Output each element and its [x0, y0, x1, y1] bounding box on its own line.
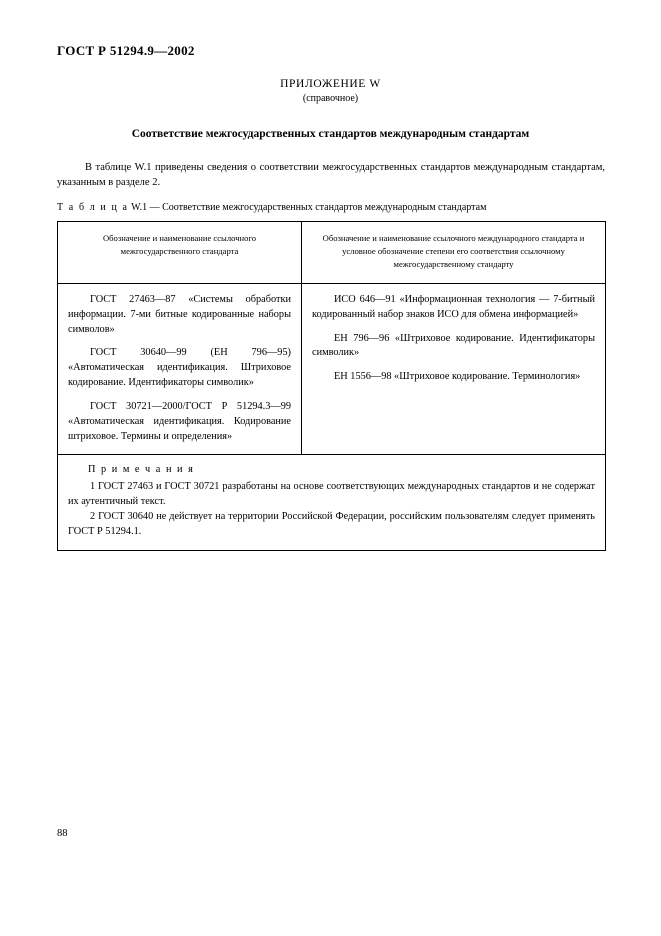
cell-paragraph: ГОСТ 30721—2000/ГОСТ Р 51294.3—99 «Автоматическая идентификация. Кодирование штриховое. Термины и определения» — [68, 401, 291, 443]
page-number: 88 — [57, 828, 68, 839]
table-caption-label: Т а б л и ц а — [57, 202, 129, 213]
cell-paragraph: ГОСТ 30640—99 (ЕН 796—95) «Автоматическая идентификация. Штриховое кодирование. Идентификаторы символик» — [68, 347, 291, 389]
table-caption-text: W.1 — Соответствие межгосударственных стандартов международным стандартам — [131, 202, 487, 213]
intro-paragraph: В таблице W.1 приведены сведения о соответствии межгосударственных стандартов международным стандартам, указанным в разделе 2. — [57, 162, 605, 189]
table-caption — [57, 202, 605, 213]
appendix-title: ПРИЛОЖЕНИЕ W — [280, 78, 381, 90]
document-standard-number: ГОСТ Р 51294.9—2002 — [57, 43, 195, 58]
table-row — [58, 283, 606, 454]
table-header-cell-right: Обозначение и наименование ссылочного международного стандарта и условное обозначение степени его соответствия ссылочному межгосударственному стандарту — [302, 222, 606, 284]
table-header-row — [58, 222, 606, 284]
table-cell-left-standards — [58, 283, 302, 454]
note-item: 2 ГОСТ 30640 не действует на территории Российской Федерации, российским пользователям следует применять ГОСТ Р 51294.1. — [68, 510, 595, 537]
cell-paragraph: ИСО 646—91 «Информационная технология — 7-битный кодированный набор знаков ИСО для обмена информацией» — [312, 293, 595, 320]
table-notes-row — [58, 454, 606, 550]
table-header-cell-left: Обозначение и наименование ссылочного межгосударственного стандарта — [58, 222, 302, 284]
cell-paragraph: ЕН 1556—98 «Штриховое кодирование. Терминология» — [334, 371, 581, 383]
cell-paragraph: ГОСТ 27463—87 «Системы обработки информации. 7-ми битные кодированные наборы символов» — [68, 293, 291, 335]
notes-title: П р и м е ч а н и я — [88, 463, 195, 475]
note-item: 1 ГОСТ 27463 и ГОСТ 30721 разработаны на основе соответствующих международных стандартов и не содержат их аутентичный текст. — [68, 480, 595, 507]
table-cell-right-standards — [302, 283, 606, 454]
cell-paragraph: ЕН 796—96 «Штриховое кодирование. Идентификаторы символик» — [312, 332, 595, 359]
correspondence-table — [57, 221, 606, 551]
table-notes-cell — [58, 454, 606, 550]
section-title: Соответствие межгосударственных стандартов международным стандартам — [131, 128, 530, 140]
appendix-subtitle: (справочное) — [302, 93, 359, 104]
